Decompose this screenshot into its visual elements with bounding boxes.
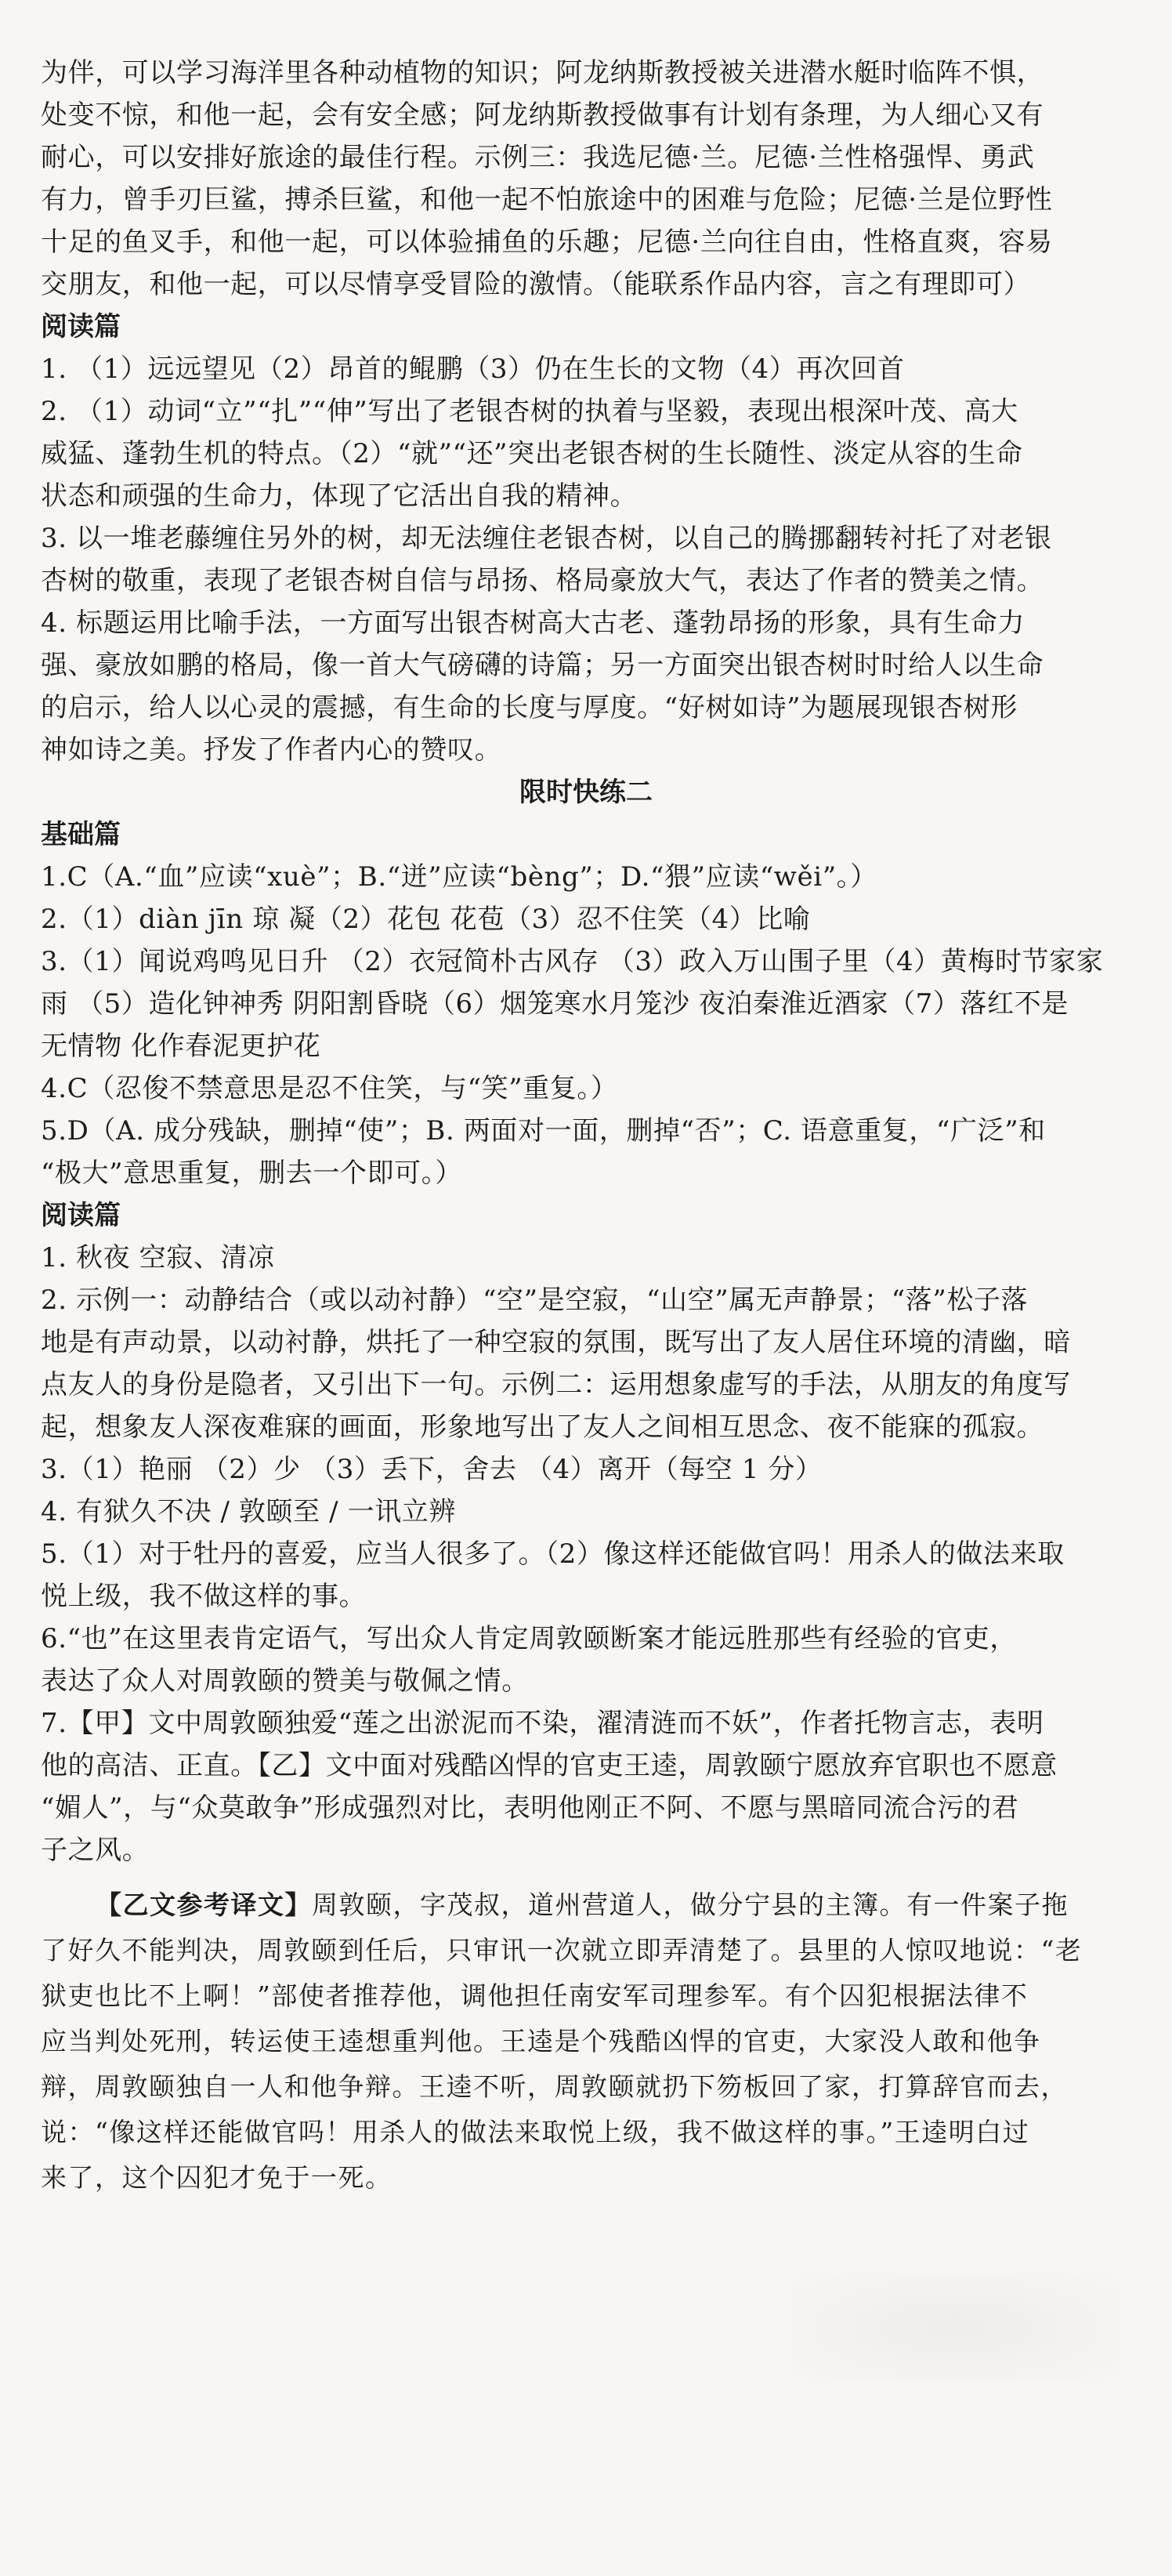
section-heading: 阅读篇 <box>41 311 121 342</box>
text-line: 3.（1）艳丽 （2）少 （3）丢下，舍去 （4）离开（每空 1 分） <box>41 1454 823 1485</box>
text-line: 他的高洁、正直。【乙】文中面对残酷凶悍的官吏王逵，周敦颐宁愿放弃官职也不愿意 <box>41 1750 1058 1781</box>
reading-section-2 <box>41 1194 1131 1871</box>
text-line: 杏树的敬重，表现了老银杏树自信与昂扬、格局豪放大气，表达了作者的赞美之情。 <box>41 565 1044 596</box>
text-line: 威猛、蓬勃生机的特点。（2）“就”“还”突出老银杏树的生长随性、淡定从容的生命 <box>41 438 1023 469</box>
text-line: 3. 以一堆老藤缠住另外的树，却无法缠住老银杏树，以自己的腾挪翻转衬托了对老银 <box>41 523 1052 554</box>
section-title: 限时快练二 <box>519 777 653 808</box>
text-line: 状态和顽强的生命力，体现了它活出自我的精神。 <box>41 480 638 512</box>
text-line: 子之风。 <box>41 1835 150 1866</box>
translation-block <box>41 1882 1131 2201</box>
text-line: 6.“也”在这里表肯定语气，写出众人肯定周敦颐断案才能远胜那些有经验的官吏， <box>41 1623 1018 1654</box>
text-line: 处变不惊，和他一起，会有安全感；阿龙纳斯教授做事有计划有条理，为人细心又有 <box>41 100 1044 131</box>
paper-stain <box>791 2273 1120 2382</box>
text-line: 狱吏也比不上啊！”部使者推荐他，调他担任南安军司理参军。有个囚犯根据法律不 <box>41 1980 1029 2011</box>
text-line: 无情物 化作春泥更护花 <box>41 1031 321 1062</box>
text-line: 起，想象友人深夜难寐的画面，形象地写出了友人之间相互思念、夜不能寐的孤寂。 <box>41 1411 1044 1443</box>
text-line: 4. 有狱久不决 / 敦颐至 / 一讯立辨 <box>41 1496 456 1527</box>
text-line: 2. 示例一：动静结合（或以动衬静）“空”是空寂，“山空”属无声静景；“落”松子落 <box>41 1284 1029 1316</box>
text-line: 1. （1）远远望见（2）昂首的鲲鹏（3）仍在生长的文物（4）再次回首 <box>41 353 905 385</box>
text-line: 1. 秋夜 空寂、清凉 <box>41 1242 275 1274</box>
text-line: 强、豪放如鹏的格局，像一首大气磅礴的诗篇；另一方面突出银杏树时时给人以生命 <box>41 650 1044 681</box>
text-line: 3.（1）闻说鸡鸣见日升 （2）衣冠简朴古风存 （3）政入万山围子里（4）黄梅时节家家 <box>41 946 1104 977</box>
translation-first-line <box>41 1882 1131 1928</box>
continued-answer-block <box>41 52 1131 306</box>
translation-text: 周敦颐，字茂叔，道州营道人，做分宁县的主簿。有一件案子拖 <box>312 1889 1069 1920</box>
text-line: 1.C（A.“血”应读“xuè”；B.“迸”应读“bèng”；D.“猥”应读“wěi”。） <box>41 861 877 893</box>
text-line: 为伴，可以学习海洋里各种动植物的知识；阿龙纳斯教授被关进潜水艇时临阵不惧， <box>41 57 1044 89</box>
text-line: 点友人的身份是隐者，又引出下一句。示例二：运用想象虚写的手法，从朋友的角度写 <box>41 1369 1071 1400</box>
section-heading: 基础篇 <box>41 819 121 850</box>
text-line: 2.（1）diàn jīn 琼 凝（2）花包 花苞（3）忍不住笑（4）比喻 <box>41 904 811 935</box>
text-line: 交朋友，和他一起，可以尽情享受冒险的激情。（能联系作品内容，言之有理即可） <box>41 269 1031 300</box>
text-line: 雨 （5）造化钟神秀 阴阳割昏晓（6）烟笼寒水月笼沙 夜泊秦淮近酒家（7）落红不是 <box>41 988 1069 1020</box>
answer-page <box>41 52 1131 2201</box>
text-line: 耐心，可以安排好旅途的最佳行程。示例三：我选尼德·兰。尼德·兰性格强悍、勇武 <box>41 142 1035 173</box>
text-line: 了好久不能判决，周敦颐到任后，只审讯一次就立即弄清楚了。县里的人惊叹地说：“老 <box>41 1935 1083 1966</box>
text-line: 来了，这个囚犯才免于一死。 <box>41 2162 392 2193</box>
text-line: 2. （1）动词“立”“扎”“伸”写出了老银杏树的执着与坚毅，表现出根深叶茂、高大 <box>41 396 1018 427</box>
text-line: 5.（1）对于牡丹的喜爱，应当人很多了。（2）像这样还能做官吗！用杀人的做法来取 <box>41 1538 1065 1570</box>
text-line: “极大”意思重复，删去一个即可。） <box>41 1158 462 1189</box>
reading-section-1 <box>41 306 1131 771</box>
text-line: 4.C（忍俊不禁意思是忍不住笑，与“笑”重复。） <box>41 1073 618 1104</box>
section-heading: 阅读篇 <box>41 1200 121 1231</box>
text-line: 说：“像这样还能做官吗！用杀人的做法来取悦上级，我不做这样的事。”王逵明白过 <box>41 2117 1030 2147</box>
text-line: “媚人”，与“众莫敢争”形成强烈对比，表明他刚正不阿、不愿与黑暗同流合污的君 <box>41 1792 1019 1824</box>
text-line: 悦上级，我不做这样的事。 <box>41 1581 367 1612</box>
text-line: 地是有声动景，以动衬静，烘托了一种空寂的氛围，既写出了友人居住环境的清幽，暗 <box>41 1327 1071 1358</box>
text-line: 4. 标题运用比喻手法，一方面写出银杏树高大古老、蓬勃昂扬的形象，具有生命力 <box>41 607 1026 639</box>
text-line: 辩，周敦颐独自一人和他争辩。王逵不听，周敦颐就扔下笏板回了家，打算辞官而去， <box>41 2071 1068 2102</box>
basics-section <box>41 813 1131 1194</box>
text-line: 5.D（A. 成分残缺，删掉“使”；B. 两面对一面，删掉“否”；C. 语意重复，“广泛”和 <box>41 1115 1046 1147</box>
text-line: 有力，曾手刃巨鲨，搏杀巨鲨，和他一起不怕旅途中的困难与危险；尼德·兰是位野性 <box>41 184 1053 216</box>
text-line: 神如诗之美。抒发了作者内心的赞叹。 <box>41 734 502 766</box>
text-line: 表达了众人对周敦颐的赞美与敬佩之情。 <box>41 1665 529 1697</box>
text-line: 7.【甲】文中周敦颐独爱“莲之出淤泥而不染，濯清涟而不妖”，作者托物言志，表明 <box>41 1708 1044 1739</box>
text-line: 的启示，给人以心灵的震撼，有生命的长度与厚度。“好树如诗”为题展现银杏树形 <box>41 692 1018 723</box>
text-line: 应当判处死刑，转运使王逵想重判他。王逵是个残酷凶悍的官吏，大家没人敢和他争 <box>41 2026 1041 2056</box>
translation-label: 【乙文参考译文】 <box>96 1889 312 1920</box>
text-line: 十足的鱼叉手，和他一起，可以体验捕鱼的乐趣；尼德·兰向往自由，性格直爽，容易 <box>41 226 1053 258</box>
